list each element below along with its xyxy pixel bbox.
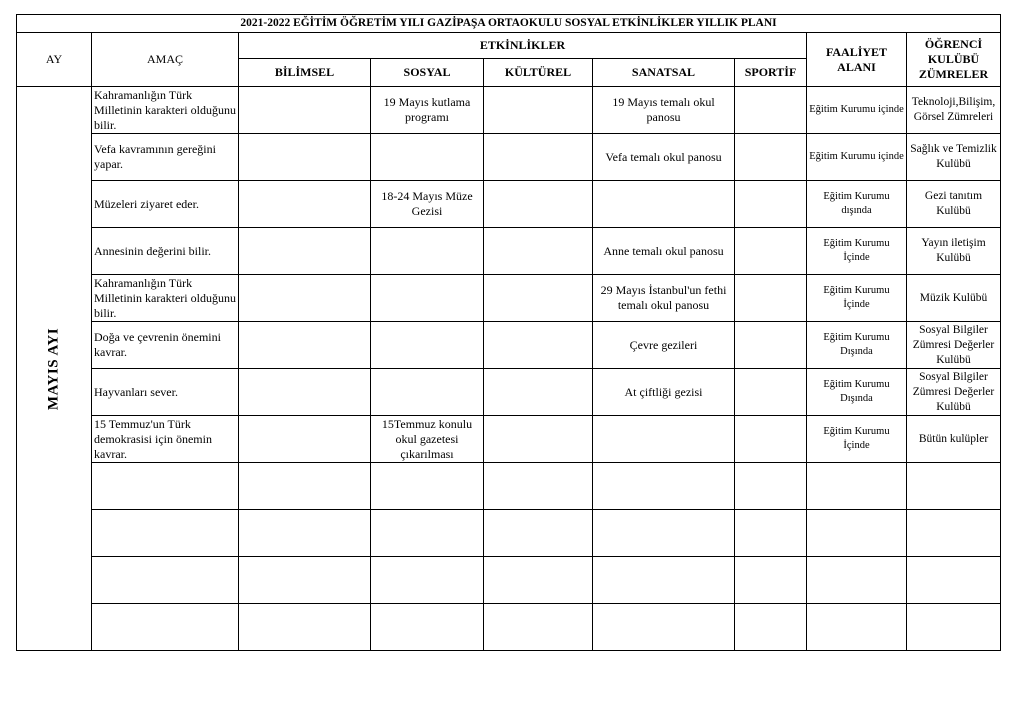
sosyal-cell [371,228,484,275]
header-etkinlikler: ETKİNLİKLER [239,33,807,59]
kulup-cell: Gezi tanıtım Kulübü [907,181,1001,228]
bilimsel-cell [239,369,371,416]
empty-cell [484,510,593,557]
sanatsal-cell: Vefa temalı okul panosu [593,134,735,181]
sanatsal-cell: Çevre gezileri [593,322,735,369]
empty-cell [735,510,807,557]
amac-cell: Doğa ve çevrenin önemini kavrar. [92,322,239,369]
sportif-cell [735,275,807,322]
table-row [17,181,1001,228]
bilimsel-cell [239,416,371,463]
empty-cell [735,604,807,651]
empty-cell [239,557,371,604]
sportif-cell [735,181,807,228]
sportif-cell [735,228,807,275]
empty-cell [593,510,735,557]
sosyal-cell [371,275,484,322]
sosyal-cell [371,322,484,369]
table-row [17,87,1001,134]
kulturel-cell [484,181,593,228]
header-sosyal: SOSYAL [371,59,484,87]
kulturel-cell [484,228,593,275]
header-ay: AY [17,33,92,87]
table-row [17,322,1001,369]
empty-row [17,510,1001,557]
sanatsal-cell: Anne temalı okul panosu [593,228,735,275]
bilimsel-cell [239,134,371,181]
header-bilimsel: BİLİMSEL [239,59,371,87]
header-sanatsal: SANATSAL [593,59,735,87]
sosyal-cell: 19 Mayıs kutlama programı [371,87,484,134]
kulturel-cell [484,275,593,322]
bilimsel-cell [239,181,371,228]
amac-cell: Vefa kavramının gereğini yapar. [92,134,239,181]
table-row [17,134,1001,181]
faaliyet-cell: Eğitim Kurumu Dışında [807,369,907,416]
empty-row [17,604,1001,651]
empty-cell [484,463,593,510]
faaliyet-cell: Eğitim Kurumu dışında [807,181,907,228]
kulturel-cell [484,416,593,463]
faaliyet-cell: Eğitim Kurumu içinde [807,87,907,134]
faaliyet-cell: Eğitim Kurumu İçinde [807,416,907,463]
empty-cell [371,510,484,557]
empty-cell [239,604,371,651]
empty-cell [239,510,371,557]
empty-cell [92,557,239,604]
header-amac: AMAÇ [92,33,239,87]
sanatsal-cell [593,416,735,463]
plan-title: 2021-2022 EĞİTİM ÖĞRETİM YILI GAZİPAŞA ORTAOKULU SOSYAL ETKİNLİKLER YILLIK PLANI [17,15,1001,33]
bilimsel-cell [239,322,371,369]
sportif-cell [735,87,807,134]
empty-cell [593,463,735,510]
kulturel-cell [484,134,593,181]
amac-cell: Müzeleri ziyaret eder. [92,181,239,228]
empty-cell [807,604,907,651]
header-faaliyet: FAALİYET ALANI [807,33,907,87]
faaliyet-cell: Eğitim Kurumu İçinde [807,228,907,275]
sosyal-cell [371,369,484,416]
amac-cell: Kahramanlığın Türk Milletinin karakteri olduğunu bilir. [92,87,239,134]
kulup-cell: Teknoloji,Bilişim, Görsel Zümreleri [907,87,1001,134]
amac-cell: Hayvanları sever. [92,369,239,416]
empty-cell [371,557,484,604]
empty-cell [371,604,484,651]
month-cell [17,87,92,651]
sanatsal-cell: At çiftliği gezisi [593,369,735,416]
empty-cell [371,463,484,510]
sosyal-cell [371,134,484,181]
table-row [17,416,1001,463]
header-row-1 [17,33,1001,59]
kulup-cell: Sağlık ve Temizlik Kulübü [907,134,1001,181]
empty-cell [807,557,907,604]
sportif-cell [735,369,807,416]
empty-cell [907,463,1001,510]
empty-cell [92,510,239,557]
month-label: MAYIS AYI [45,327,62,410]
header-kulturel: KÜLTÜREL [484,59,593,87]
table-row [17,369,1001,416]
bilimsel-cell [239,228,371,275]
amac-cell: Kahramanlığın Türk Milletinin karakteri olduğunu bilir. [92,275,239,322]
kulup-cell: Yayın iletişim Kulübü [907,228,1001,275]
sanatsal-cell: 19 Mayıs temalı okul panosu [593,87,735,134]
header-kulup: ÖĞRENCİ KULÜBÜ ZÜMRELER [907,33,1001,87]
kulup-cell: Sosyal Bilgiler Zümresi Değerler Kulübü [907,322,1001,369]
empty-cell [593,604,735,651]
header-sportif: SPORTİF [735,59,807,87]
empty-cell [735,557,807,604]
sportif-cell [735,134,807,181]
kulup-cell: Sosyal Bilgiler Zümresi Değerler Kulübü [907,369,1001,416]
empty-cell [92,604,239,651]
faaliyet-cell: Eğitim Kurumu içinde [807,134,907,181]
empty-cell [593,557,735,604]
empty-cell [907,604,1001,651]
sosyal-cell: 15Temmuz konulu okul gazetesi çıkarılması [371,416,484,463]
empty-cell [907,510,1001,557]
empty-cell [735,463,807,510]
kulup-cell: Müzik Kulübü [907,275,1001,322]
empty-cell [907,557,1001,604]
empty-cell [484,604,593,651]
kulturel-cell [484,322,593,369]
empty-cell [484,557,593,604]
empty-cell [239,463,371,510]
empty-cell [92,463,239,510]
kulturel-cell [484,87,593,134]
kulup-cell: Bütün kulüpler [907,416,1001,463]
bilimsel-cell [239,87,371,134]
sosyal-cell: 18-24 Mayıs Müze Gezisi [371,181,484,228]
empty-row [17,463,1001,510]
bilimsel-cell [239,275,371,322]
sportif-cell [735,322,807,369]
faaliyet-cell: Eğitim Kurumu İçinde [807,275,907,322]
empty-cell [807,463,907,510]
faaliyet-cell: Eğitim Kurumu Dışında [807,322,907,369]
sanatsal-cell [593,181,735,228]
sanatsal-cell: 29 Mayıs İstanbul'un fethi temalı okul panosu [593,275,735,322]
annual-plan-table [16,14,1001,651]
sportif-cell [735,416,807,463]
table-row [17,228,1001,275]
empty-cell [807,510,907,557]
amac-cell: 15 Temmuz'un Türk demokrasisi için önemin kavrar. [92,416,239,463]
table-row [17,275,1001,322]
title-row [17,15,1001,33]
amac-cell: Annesinin değerini bilir. [92,228,239,275]
empty-row [17,557,1001,604]
kulturel-cell [484,369,593,416]
